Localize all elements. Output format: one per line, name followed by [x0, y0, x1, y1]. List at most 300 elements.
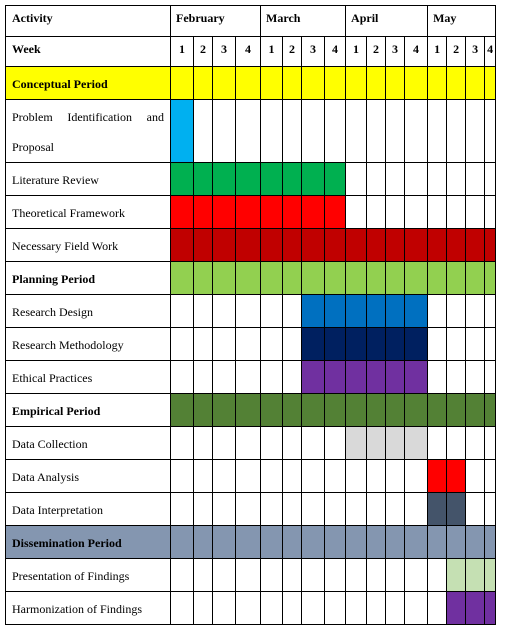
period-row [6, 67, 496, 100]
gantt-empty-cell [405, 163, 428, 196]
gantt-empty-cell [283, 493, 302, 526]
gantt-bar-cell [346, 262, 367, 295]
gantt-bar-cell [485, 229, 496, 262]
gantt-empty-cell [213, 592, 236, 625]
gantt-bar-cell [346, 229, 367, 262]
gantt-bar-cell [325, 262, 346, 295]
gantt-bar-cell [405, 295, 428, 328]
gantt-bar-cell [386, 328, 405, 361]
gantt-empty-cell [428, 196, 447, 229]
gantt-bar-cell [405, 427, 428, 460]
gantt-empty-cell [236, 493, 261, 526]
gantt-empty-cell [261, 493, 283, 526]
gantt-empty-cell [367, 196, 386, 229]
week-number-cell: 2 [283, 37, 302, 67]
gantt-bar-cell [261, 394, 283, 427]
gantt-empty-cell [466, 295, 485, 328]
gantt-empty-cell [346, 460, 367, 493]
gantt-bar-cell [171, 67, 194, 100]
gantt-bar-cell [367, 229, 386, 262]
gantt-bar-cell [346, 295, 367, 328]
gantt-bar-cell [171, 100, 194, 163]
gantt-bar-cell [302, 229, 325, 262]
gantt-bar-cell [346, 427, 367, 460]
gantt-empty-cell [236, 559, 261, 592]
gantt-empty-cell [171, 295, 194, 328]
gantt-bar-cell [325, 67, 346, 100]
gantt-empty-cell [213, 460, 236, 493]
activity-row [6, 361, 496, 394]
gantt-bar-cell [466, 592, 485, 625]
gantt-empty-cell [367, 559, 386, 592]
week-header-row [6, 37, 496, 67]
gantt-bar-cell [367, 361, 386, 394]
week-number-cell: 4 [485, 37, 496, 67]
gantt-empty-cell [346, 100, 367, 163]
period-label: Conceptual Period [6, 67, 171, 100]
activity-label: Ethical Practices [6, 361, 171, 394]
gantt-empty-cell [194, 493, 213, 526]
gantt-bar-cell [171, 229, 194, 262]
gantt-empty-cell [447, 295, 466, 328]
gantt-empty-cell [428, 559, 447, 592]
gantt-bar-cell [428, 394, 447, 427]
gantt-empty-cell [386, 163, 405, 196]
gantt-empty-cell [386, 592, 405, 625]
gantt-empty-cell [325, 493, 346, 526]
gantt-bar-cell [386, 262, 405, 295]
activity-label: Data Analysis [6, 460, 171, 493]
gantt-empty-cell [261, 295, 283, 328]
gantt-empty-cell [213, 427, 236, 460]
gantt-bar-cell [485, 394, 496, 427]
gantt-empty-cell [346, 163, 367, 196]
gantt-bar-cell [428, 229, 447, 262]
gantt-bar-cell [171, 196, 194, 229]
gantt-bar-cell [466, 526, 485, 559]
activity-row [6, 163, 496, 196]
gantt-empty-cell [428, 328, 447, 361]
gantt-bar-cell [194, 526, 213, 559]
gantt-empty-cell [302, 592, 325, 625]
gantt-bar-cell [261, 229, 283, 262]
gantt-bar-cell [405, 394, 428, 427]
week-number-cell: 1 [261, 37, 283, 67]
gantt-bar-cell [447, 394, 466, 427]
month-header-march: March [261, 6, 346, 37]
period-row [6, 394, 496, 427]
gantt-bar-cell [386, 394, 405, 427]
gantt-empty-cell [428, 427, 447, 460]
gantt-bar-cell [302, 196, 325, 229]
gantt-bar-cell [346, 526, 367, 559]
gantt-empty-cell [466, 163, 485, 196]
gantt-bar-cell [428, 526, 447, 559]
gantt-bar-cell [236, 67, 261, 100]
gantt-chart-table [5, 5, 496, 625]
gantt-bar-cell [447, 559, 466, 592]
gantt-bar-cell [428, 460, 447, 493]
activity-label: Harmonization of Findings [6, 592, 171, 625]
gantt-empty-cell [171, 592, 194, 625]
week-number-cell: 2 [367, 37, 386, 67]
gantt-bar-cell [447, 67, 466, 100]
week-number-cell: 3 [466, 37, 485, 67]
gantt-empty-cell [485, 163, 496, 196]
activity-row [6, 196, 496, 229]
gantt-bar-cell [236, 394, 261, 427]
gantt-empty-cell [261, 100, 283, 163]
gantt-empty-cell [325, 559, 346, 592]
gantt-empty-cell [171, 328, 194, 361]
gantt-empty-cell [194, 295, 213, 328]
gantt-bar-cell [485, 67, 496, 100]
gantt-bar-cell [367, 328, 386, 361]
gantt-bar-cell [367, 394, 386, 427]
activity-row [6, 100, 496, 163]
gantt-bar-cell [302, 163, 325, 196]
week-number-cell: 2 [194, 37, 213, 67]
gantt-bar-cell [261, 196, 283, 229]
gantt-bar-cell [325, 394, 346, 427]
gantt-empty-cell [236, 100, 261, 163]
gantt-empty-cell [405, 493, 428, 526]
gantt-empty-cell [428, 592, 447, 625]
gantt-bar-cell [194, 67, 213, 100]
gantt-empty-cell [405, 559, 428, 592]
gantt-empty-cell [428, 361, 447, 394]
gantt-empty-cell [447, 196, 466, 229]
gantt-empty-cell [302, 100, 325, 163]
gantt-empty-cell [171, 460, 194, 493]
gantt-empty-cell [261, 427, 283, 460]
gantt-bar-cell [367, 526, 386, 559]
activity-label: Research Methodology [6, 328, 171, 361]
activity-label: Research Design [6, 295, 171, 328]
gantt-empty-cell [466, 460, 485, 493]
gantt-bar-cell [386, 427, 405, 460]
gantt-empty-cell [367, 460, 386, 493]
gantt-bar-cell [386, 229, 405, 262]
gantt-bar-cell [386, 361, 405, 394]
gantt-empty-cell [485, 328, 496, 361]
gantt-bar-cell [325, 361, 346, 394]
gantt-bar-cell [447, 526, 466, 559]
gantt-bar-cell [194, 229, 213, 262]
period-label: Empirical Period [6, 394, 171, 427]
gantt-empty-cell [485, 196, 496, 229]
week-number-cell: 4 [405, 37, 428, 67]
activity-row [6, 493, 496, 526]
gantt-bar-cell [447, 262, 466, 295]
gantt-empty-cell [325, 427, 346, 460]
gantt-empty-cell [386, 493, 405, 526]
gantt-bar-cell [367, 427, 386, 460]
gantt-empty-cell [283, 100, 302, 163]
gantt-bar-cell [171, 526, 194, 559]
gantt-bar-cell [171, 163, 194, 196]
gantt-empty-cell [261, 460, 283, 493]
period-label: Planning Period [6, 262, 171, 295]
gantt-bar-cell [194, 196, 213, 229]
gantt-empty-cell [346, 592, 367, 625]
week-number-cell: 4 [325, 37, 346, 67]
week-number-cell: 3 [213, 37, 236, 67]
gantt-bar-cell [213, 229, 236, 262]
gantt-bar-cell [261, 526, 283, 559]
gantt-bar-cell [386, 67, 405, 100]
gantt-empty-cell [194, 592, 213, 625]
gantt-empty-cell [171, 493, 194, 526]
gantt-bar-cell [447, 229, 466, 262]
gantt-bar-cell [447, 592, 466, 625]
gantt-bar-cell [302, 361, 325, 394]
gantt-bar-cell [466, 229, 485, 262]
gantt-empty-cell [386, 100, 405, 163]
month-header-row [6, 6, 496, 37]
gantt-bar-cell [213, 67, 236, 100]
activity-label: Literature Review [6, 163, 171, 196]
gantt-empty-cell [485, 361, 496, 394]
gantt-empty-cell [213, 559, 236, 592]
gantt-empty-cell [236, 427, 261, 460]
gantt-bar-cell [261, 67, 283, 100]
gantt-bar-cell [213, 163, 236, 196]
gantt-bar-cell [236, 526, 261, 559]
gantt-empty-cell [213, 493, 236, 526]
gantt-bar-cell [325, 526, 346, 559]
gantt-empty-cell [485, 427, 496, 460]
gantt-bar-cell [194, 394, 213, 427]
gantt-bar-cell [171, 394, 194, 427]
gantt-empty-cell [405, 592, 428, 625]
gantt-bar-cell [386, 526, 405, 559]
gantt-bar-cell [466, 394, 485, 427]
gantt-bar-cell [213, 526, 236, 559]
gantt-empty-cell [405, 196, 428, 229]
gantt-bar-cell [325, 196, 346, 229]
gantt-empty-cell [386, 460, 405, 493]
gantt-empty-cell [194, 427, 213, 460]
gantt-bar-cell [325, 163, 346, 196]
gantt-bar-cell [466, 67, 485, 100]
gantt-bar-cell [485, 592, 496, 625]
gantt-empty-cell [466, 361, 485, 394]
gantt-bar-cell [367, 262, 386, 295]
gantt-empty-cell [447, 100, 466, 163]
activity-label: Theoretical Framework [6, 196, 171, 229]
gantt-empty-cell [485, 295, 496, 328]
gantt-bar-cell [325, 229, 346, 262]
period-row [6, 262, 496, 295]
gantt-bar-cell [405, 262, 428, 295]
month-header-may: May [428, 6, 496, 37]
gantt-empty-cell [405, 100, 428, 163]
gantt-empty-cell [194, 559, 213, 592]
gantt-empty-cell [236, 460, 261, 493]
gantt-bar-cell [428, 262, 447, 295]
gantt-empty-cell [325, 100, 346, 163]
gantt-bar-cell [302, 295, 325, 328]
gantt-bar-cell [447, 460, 466, 493]
gantt-empty-cell [302, 427, 325, 460]
gantt-empty-cell [171, 361, 194, 394]
gantt-bar-cell [236, 196, 261, 229]
period-row [6, 526, 496, 559]
gantt-empty-cell [447, 328, 466, 361]
gantt-empty-cell [367, 493, 386, 526]
gantt-empty-cell [261, 592, 283, 625]
gantt-empty-cell [325, 592, 346, 625]
week-header: Week [6, 37, 171, 67]
gantt-empty-cell [466, 196, 485, 229]
gantt-empty-cell [466, 328, 485, 361]
gantt-empty-cell [194, 100, 213, 163]
gantt-bar-cell [213, 394, 236, 427]
gantt-bar-cell [346, 328, 367, 361]
gantt-empty-cell [405, 460, 428, 493]
gantt-empty-cell [261, 559, 283, 592]
gantt-bar-cell [466, 262, 485, 295]
gantt-bar-cell [405, 328, 428, 361]
gantt-empty-cell [466, 493, 485, 526]
gantt-empty-cell [428, 163, 447, 196]
gantt-empty-cell [283, 427, 302, 460]
gantt-empty-cell [171, 427, 194, 460]
gantt-empty-cell [428, 100, 447, 163]
gantt-empty-cell [283, 295, 302, 328]
gantt-bar-cell [302, 262, 325, 295]
week-number-cell: 4 [236, 37, 261, 67]
gantt-empty-cell [302, 460, 325, 493]
gantt-empty-cell [447, 163, 466, 196]
gantt-empty-cell [213, 328, 236, 361]
gantt-bar-cell [367, 295, 386, 328]
gantt-bar-cell [302, 394, 325, 427]
gantt-empty-cell [367, 592, 386, 625]
gantt-empty-cell [367, 163, 386, 196]
gantt-bar-cell [405, 229, 428, 262]
gantt-bar-cell [194, 163, 213, 196]
gantt-bar-cell [236, 163, 261, 196]
gantt-empty-cell [171, 559, 194, 592]
activity-label: Problem Identification and Proposal [6, 100, 171, 163]
gantt-empty-cell [283, 592, 302, 625]
gantt-bar-cell [485, 559, 496, 592]
gantt-bar-cell [302, 67, 325, 100]
gantt-empty-cell [261, 328, 283, 361]
gantt-empty-cell [485, 100, 496, 163]
gantt-bar-cell [283, 163, 302, 196]
gantt-bar-cell [283, 67, 302, 100]
gantt-empty-cell [236, 361, 261, 394]
gantt-empty-cell [466, 100, 485, 163]
gantt-empty-cell [367, 100, 386, 163]
gantt-bar-cell [261, 262, 283, 295]
gantt-bar-cell [213, 262, 236, 295]
gantt-bar-cell [302, 526, 325, 559]
activity-label: Data Collection [6, 427, 171, 460]
gantt-bar-cell [283, 526, 302, 559]
gantt-empty-cell [283, 559, 302, 592]
gantt-bar-cell [283, 196, 302, 229]
gantt-bar-cell [405, 361, 428, 394]
activity-row [6, 460, 496, 493]
activity-row [6, 559, 496, 592]
gantt-bar-cell [485, 526, 496, 559]
week-number-cell: 1 [428, 37, 447, 67]
gantt-bar-cell [261, 163, 283, 196]
gantt-empty-cell [194, 328, 213, 361]
gantt-empty-cell [236, 592, 261, 625]
gantt-bar-cell [194, 262, 213, 295]
period-label: Dissemination Period [6, 526, 171, 559]
week-number-cell: 2 [447, 37, 466, 67]
gantt-bar-cell [428, 67, 447, 100]
gantt-empty-cell [283, 460, 302, 493]
gantt-bar-cell [466, 559, 485, 592]
gantt-empty-cell [261, 361, 283, 394]
gantt-empty-cell [447, 427, 466, 460]
gantt-empty-cell [213, 361, 236, 394]
gantt-empty-cell [447, 361, 466, 394]
gantt-empty-cell [283, 361, 302, 394]
gantt-empty-cell [485, 460, 496, 493]
activity-label: Necessary Field Work [6, 229, 171, 262]
gantt-bar-cell [485, 262, 496, 295]
gantt-empty-cell [466, 427, 485, 460]
gantt-empty-cell [386, 196, 405, 229]
gantt-empty-cell [236, 328, 261, 361]
gantt-bar-cell [325, 328, 346, 361]
gantt-empty-cell [346, 559, 367, 592]
gantt-bar-cell [236, 229, 261, 262]
gantt-bar-cell [325, 295, 346, 328]
gantt-bar-cell [171, 262, 194, 295]
activity-row [6, 229, 496, 262]
gantt-empty-cell [325, 460, 346, 493]
gantt-bar-cell [346, 67, 367, 100]
gantt-bar-cell [346, 361, 367, 394]
activity-row [6, 427, 496, 460]
activity-row [6, 328, 496, 361]
gantt-bar-cell [386, 295, 405, 328]
gantt-bar-cell [428, 493, 447, 526]
month-header-february: February [171, 6, 261, 37]
gantt-empty-cell [302, 493, 325, 526]
week-number-cell: 1 [346, 37, 367, 67]
gantt-bar-cell [447, 493, 466, 526]
activity-row [6, 592, 496, 625]
month-header-april: April [346, 6, 428, 37]
gantt-empty-cell [213, 295, 236, 328]
activity-row [6, 295, 496, 328]
gantt-empty-cell [346, 493, 367, 526]
activity-header: Activity [6, 6, 171, 37]
gantt-empty-cell [283, 328, 302, 361]
gantt-empty-cell [236, 295, 261, 328]
gantt-bar-cell [236, 262, 261, 295]
gantt-bar-cell [302, 328, 325, 361]
week-number-cell: 1 [171, 37, 194, 67]
gantt-empty-cell [346, 196, 367, 229]
activity-label: Data Interpretation [6, 493, 171, 526]
gantt-empty-cell [194, 460, 213, 493]
week-number-cell: 3 [386, 37, 405, 67]
gantt-bar-cell [283, 262, 302, 295]
gantt-empty-cell [213, 100, 236, 163]
gantt-empty-cell [386, 559, 405, 592]
